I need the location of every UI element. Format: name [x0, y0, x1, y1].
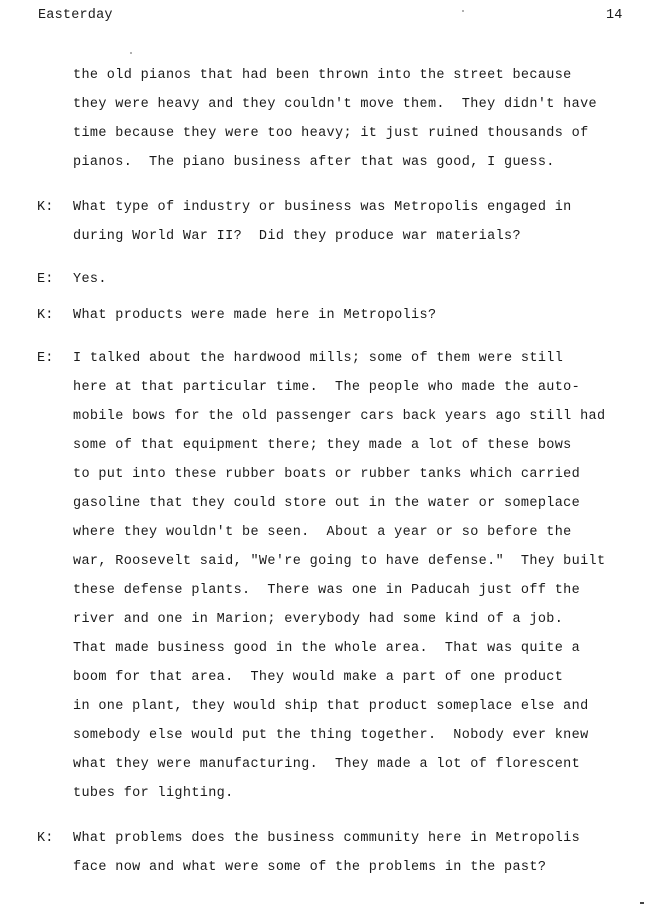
speaker-label: E: — [37, 272, 54, 287]
scan-speck — [130, 52, 132, 54]
transcript-line: Yes. — [73, 272, 107, 287]
transcript-line: the old pianos that had been thrown into the street because — [73, 68, 572, 83]
transcript-line: some of that equipment there; they made a lot of these bows — [73, 438, 572, 453]
transcript-line: somebody else would put the thing together. Nobody ever knew — [73, 728, 589, 743]
transcript-line: river and one in Marion; everybody had some kind of a job. — [73, 612, 564, 627]
scan-speck — [640, 902, 644, 904]
transcript-line: pianos. The piano business after that was good, I guess. — [73, 155, 555, 170]
speaker-label: K: — [37, 308, 54, 323]
transcript-line: What type of industry or business was Metropolis engaged in — [73, 200, 572, 215]
transcript-line: to put into these rubber boats or rubber tanks which carried — [73, 467, 581, 482]
scan-speck — [462, 10, 464, 12]
transcript-line: What products were made here in Metropolis? — [73, 308, 437, 323]
page-header-author: Easterday — [38, 8, 113, 23]
transcript-line: I talked about the hardwood mills; some of them were still — [73, 351, 564, 366]
transcript-line: in one plant, they would ship that product someplace else and — [73, 699, 589, 714]
transcript-line: That made business good in the whole area. That was quite a — [73, 641, 581, 656]
transcript-line: tubes for lighting. — [73, 786, 234, 801]
page-number: 14 — [606, 8, 623, 23]
transcript-line: mobile bows for the old passenger cars back years ago still had — [73, 409, 606, 424]
transcript-line: these defense plants. There was one in Paducah just off the — [73, 583, 581, 598]
transcript-line: What problems does the business community here in Metropolis — [73, 831, 581, 846]
transcript-line: where they wouldn't be seen. About a year or so before the — [73, 525, 572, 540]
transcript-line: here at that particular time. The people who made the auto- — [73, 380, 581, 395]
transcript-line: time because they were too heavy; it just ruined thousands of — [73, 126, 589, 141]
speaker-label: E: — [37, 351, 54, 366]
speaker-label: K: — [37, 200, 54, 215]
transcript-line: gasoline that they could store out in the water or someplace — [73, 496, 581, 511]
transcript-line: war, Roosevelt said, "We're going to have defense." They built — [73, 554, 606, 569]
speaker-label: K: — [37, 831, 54, 846]
transcript-line: they were heavy and they couldn't move them. They didn't have — [73, 97, 597, 112]
transcript-line: what they were manufacturing. They made a lot of florescent — [73, 757, 581, 772]
transcript-line: during World War II? Did they produce war materials? — [73, 229, 521, 244]
transcript-line: face now and what were some of the problems in the past? — [73, 860, 547, 875]
transcript-line: boom for that area. They would make a part of one product — [73, 670, 564, 685]
